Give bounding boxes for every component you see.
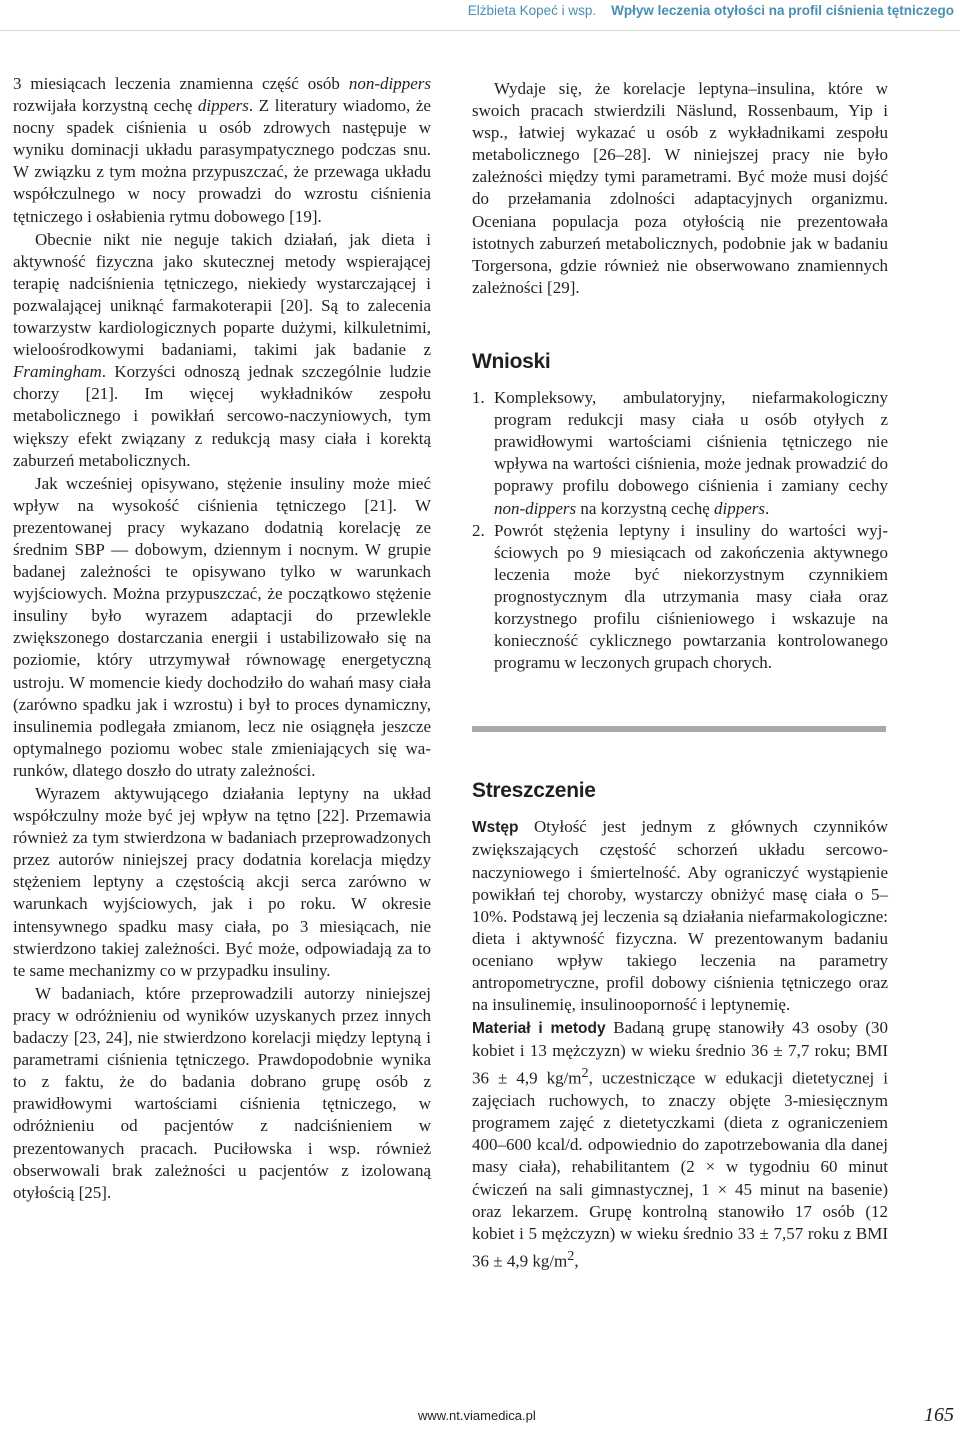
- section-divider: [472, 726, 886, 732]
- text-run: .: [765, 498, 770, 518]
- left-paragraph-3: Jak wcześniej opisywano, stężenie insuliny może mieć wpływ na wysokość ciśnienia tętniczego [21]. W prezentowanej pracy wykazano dodatnią korelację ze średnim SBP — dobowym, dziennym i nocnym. W grupie badanej zależności te opisywano tylko w warunkach wyjściowych. Można przypuszczać, że początkowo stężenie insuliny było wyrazem adaptacji do przewlekle zwiększonego dostarczania energii i ustabilizowało się na poziomie, który utrzymywał równowagę energetyczną ustroju. W momencie kiedy dochodziło do wahań masy ciała (zarówno spadku jak i wzrostu) i był to proces dynamiczny, insulinemia podlegała zmianom, lecz nie osiągnęła jeszcze optymalnego poziomu wobec stale zmieniających się warunków, dlatego doszło do utraty zależności.: [13, 473, 431, 780]
- italic-term: dippers: [714, 498, 765, 518]
- text-run: Otyłość jest jednym z głównych czynników zwiększających częstość schorzeń układu sercowo-naczyniowego i śmiertelność. Aby ograniczyć wystąpienie powikłań tej choroby, wystarczy obniżyć masę ciała o 5–10%. Podstawą jej leczenia są działania niefarmakologiczne: dieta i aktywność fizyczna. W prezentowanym badaniu oceniano wpływ takiego leczenia na parametry antropometryczne, profil dobowy ciśnienia tętniczego oraz na insulinemię, insulinooporność i leptynemię.: [472, 817, 888, 1015]
- text-run: rozwijała korzystną cechę: [13, 96, 198, 116]
- text-run: , uczestniczące w edukacji dietetycznej i zajęciach ruchowych, to znaczy objęte 3-miesięcznym programem zajęć z dietetyczkami (dieta z ograniczeniem 400–600 kcal/d. odpowiednio do zapotrzebowania dla danej masy ciała), rehabilitantem (2 × w tygodniu 60 minut ćwiczeń na sali gimnastycznej, 1 × 45 minut na basenie) oraz lekarzem. Grupę kontrolną stanowiło 17 osób (12 kobiet i 5 mężczyzn) w wieku średnio 33 ± 7,57 roku z BMI 36 ± 4,9 kg/m: [472, 1069, 888, 1271]
- superscript: 2: [581, 1065, 589, 1082]
- text-run: . Z literatury wiadomo, że nocny spadek ciśnienia u osób zdrowych następuje w wyniku dominacji układu parasympatycznego podczas snu. W związku z tym można przypuszczać, że przewaga układu współczulnego w nocy prowadzi do wzrostu ciśnienia tętniczego i osłabienia rytmu dobowego [19].: [13, 96, 431, 226]
- running-header: [0, 0, 960, 31]
- text-run: ,: [574, 1251, 579, 1271]
- italic-term: non-dippers: [348, 74, 431, 93]
- footer-url[interactable]: www.nt.viamedica.pl: [418, 1408, 536, 1423]
- conclusions-list: [472, 387, 888, 674]
- running-header-text: [468, 0, 954, 30]
- right-paragraph-1: Wydaje się, że korelacje leptyna–insulina, które w swoich pracach stwierdzili Näslund, Rossenbaum, Yip i wsp., łatwiej wykazać u osób z wykładnikami zespołu metabolicznego [26–28]. W niniejszej pracy nie było zależności między tymi parametrami. Być może musi dojść do przełamania zdolności adaptacyjnych organizmu. Oceniana populacja poza otyłością nie prezentowała istotnych zaburzeń metabolicznych, podobnie jak w badaniu Torgersona, gdzie również nie obserwowano znamiennych zależności [29].: [472, 79, 888, 297]
- page-number: 165: [924, 1404, 954, 1426]
- text-run: 3 miesiącach leczenia znamienna część osób: [13, 74, 349, 93]
- conclusion-item: [472, 387, 888, 520]
- abstract-methods: [472, 1017, 888, 1272]
- runin-label: Materiał i metody: [472, 1020, 606, 1038]
- text-run: na korzystną cechę: [576, 498, 714, 518]
- text-run: Obecnie nikt nie neguje takich działań, jak dieta i aktywność fizyczna jako skutecznej metody wspierającej terapię nadciśnienia tętniczego, niekiedy wystarczającej i pozwalającej uniknąć farmakoterapii [20]. Są to zalecenia towarzystw kardiologicznych poparte dużymi, kilkuletnimi, wieloośrodkowymi badaniami, takimi jak badanie z: [13, 229, 431, 360]
- text-run: . Korzyści odnoszą jednak szczególnie ludzie chorzy [21]. Im więcej wykładników zespołu metabolicznego i powikłań sercowo-naczyniowych, tym większy efekt związany z redukcją masy ciała i korektą zaburzeń metabolicznych.: [13, 362, 431, 470]
- text-run: Kompleksowy, ambulatoryjny, niefarmakologiczny program redukcji masy ciała u osób otyłych z prawidłowymi wartościami ciśnienia tętniczego nie wpływa na wartości ciśnienia, może jednak prowadzić do poprawy profilu dobowego ciśnienia i zamiany cechy: [494, 388, 888, 496]
- header-separator: [600, 3, 608, 18]
- superscript: 2: [567, 1247, 575, 1264]
- left-paragraph-2: [13, 229, 431, 472]
- left-column: [13, 73, 431, 1204]
- italic-term: Framingham: [13, 362, 102, 382]
- abstract-heading: Streszczenie: [472, 779, 596, 803]
- text-run: Powrót stężenia leptyny i insuliny do wartości wyjściowych po 9 miesiącach od zakończenia aktywnego leczenia może być niekorzystnym czynnikiem prognostycznym dla utrzymania masy ciała oraz korzystnego profilu ciśnieniowego i wskazuje na konieczność cyklicznego powtarzania kontrolowanego programu w leczonych grupach chorych.: [494, 520, 888, 673]
- text-run: Badaną grupę stanowiły 43 osoby (30 kobiet i 13 mężczyzn) w wieku średnio 36 ± 7,7 roku; BMI 36 ± 4,9 kg/m: [472, 1018, 888, 1089]
- list-number: 1.: [472, 388, 485, 408]
- list-number: 2.: [472, 520, 485, 540]
- abstract: [472, 816, 888, 1272]
- left-paragraph-5: W badaniach, które przeprowadzili autorzy niniejszej pracy w odróżnieniu od wyników uzyskanych przez innych badaczy [23, 24], nie stwierdzono korelacji między leptyną i parametrami ciśnienia tętniczego. Prawdopodobnie wynika to z faktu, że do badania dobrano grupę osób z prawidłowymi wartościami ciśnienia tętniczego, w odróżnieniu od pacjentów z nadciśnieniem w prezentowanych pracach. Puciłowska i wsp. również obserwowali brak zależności u pacjentów z izolowaną otyłością [25].: [13, 983, 431, 1202]
- right-column: [472, 78, 888, 1273]
- left-paragraph-1: [13, 73, 431, 228]
- conclusion-item: [472, 520, 888, 675]
- italic-term: non-dippers: [494, 498, 577, 518]
- italic-term: dippers: [197, 96, 249, 116]
- runin-label: Wstęp: [472, 819, 519, 837]
- left-paragraph-4: Wyrazem aktywującego działania leptyny na układ współczulny może być jej wpływ na tętno [22]. Przemawia również za tym stwierdzona w badaniach przeprowadzonych przez autorów niniejszej pracy dodatnia korelacja między stężeniem leptyny a częstością akcji serca zarówno w warunkach wyjściowych, jak i po roku. W okresie intensywnego spadku masy ciała, po 3 miesiącach, nie stwierdzono takiej zależności. Być może, odpowiadają za to te same mechanizmy co w przypadku insuliny.: [13, 784, 431, 980]
- header-authors: Elżbieta Kopeć i wsp.: [467, 3, 597, 18]
- abstract-intro: [472, 816, 888, 1016]
- header-title: Wpływ leczenia otyłości na profil ciśnienia tętniczego: [611, 3, 954, 18]
- conclusions-heading: Wnioski: [472, 349, 551, 373]
